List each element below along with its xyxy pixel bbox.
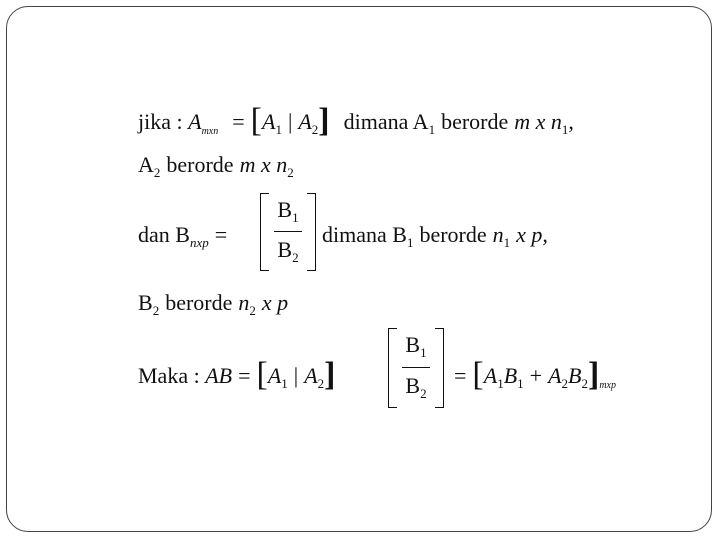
matrix-a2-label: A xyxy=(138,152,154,177)
partition-bar: | xyxy=(287,109,293,134)
right-bracket: ] xyxy=(324,356,336,393)
equation-line-3-right xyxy=(322,222,548,250)
matrix-a: A xyxy=(188,109,202,134)
matrix-a-order: mxn xyxy=(201,126,219,137)
partition-bar: | xyxy=(293,363,299,388)
matrix-a2: A xyxy=(548,363,562,388)
a1-subscript: 1 xyxy=(497,376,504,391)
maka-label: Maka : xyxy=(138,363,206,388)
a2-subscript: 2 xyxy=(317,376,325,391)
block-vector-b xyxy=(260,193,316,271)
matrix-a2: A xyxy=(298,109,312,134)
order-m-x-n: m x n xyxy=(239,152,288,177)
plus-sign: + xyxy=(529,363,543,388)
b1-subscript: 1 xyxy=(420,345,427,360)
block-divider xyxy=(274,231,302,232)
a1-subscript: 1 xyxy=(275,122,282,137)
equation-line-1 xyxy=(138,102,574,139)
matrix-a1: A xyxy=(267,363,282,388)
equals-sign: = xyxy=(238,363,251,388)
berorde-text: berorde xyxy=(166,152,234,177)
matrix-b1: B xyxy=(503,363,518,388)
order-n: n xyxy=(238,290,250,315)
a1-subscript: 1 xyxy=(281,376,288,391)
berorde-text: berorde xyxy=(441,109,509,134)
comma: , xyxy=(568,109,574,134)
n1-subscript: 1 xyxy=(503,235,511,250)
b1-letter: B xyxy=(277,197,293,222)
left-bracket: [ xyxy=(472,356,484,393)
order-n: n xyxy=(492,222,504,247)
b-order-subscript: nxp xyxy=(189,235,209,250)
equation-line-5-right xyxy=(454,356,616,393)
equation-line-4 xyxy=(138,290,289,318)
equals-sign: = xyxy=(454,363,467,388)
dimana-subscript: 1 xyxy=(428,122,436,137)
slide-frame xyxy=(6,6,712,532)
equation-line-5-left xyxy=(138,356,336,393)
product-ab: AB xyxy=(205,363,233,388)
equals-sign: = xyxy=(214,222,228,247)
order-x-p: x p xyxy=(261,290,289,315)
b1-subscript: 1 xyxy=(517,376,524,391)
left-bracket: [ xyxy=(256,356,268,393)
b1-entry xyxy=(388,332,444,358)
equals-sign: = xyxy=(232,109,245,134)
dimana-text: dimana A xyxy=(343,109,429,134)
matrix-a1: A xyxy=(483,363,498,388)
a2-subscript: 2 xyxy=(153,165,161,180)
b2-letter: B xyxy=(405,373,421,398)
jika-label: jika : xyxy=(138,109,189,134)
dimana-subscript: 1 xyxy=(406,235,414,250)
a2-subscript: 2 xyxy=(311,122,319,137)
b1-subscript: 1 xyxy=(292,210,299,225)
matrix-a1: A xyxy=(261,109,276,134)
order-m-x-n: m x n xyxy=(514,109,562,134)
b2-subscript: 2 xyxy=(152,303,160,318)
b2-letter: B xyxy=(277,237,293,262)
b2-subscript: 2 xyxy=(292,250,299,265)
matrix-b2: B xyxy=(568,363,582,388)
b2-subscript: 2 xyxy=(420,386,427,401)
result-order-subscript: mxp xyxy=(599,380,616,391)
equation-line-2 xyxy=(138,152,294,180)
b2-entry xyxy=(388,373,444,399)
equation-line-3-left xyxy=(138,222,228,250)
b1-entry xyxy=(260,197,316,223)
dan-b-label: dan B xyxy=(138,222,190,247)
order-x-p: x p, xyxy=(516,222,548,247)
n2-subscript: 2 xyxy=(249,303,256,318)
block-divider xyxy=(402,367,430,368)
b2-entry xyxy=(260,237,316,263)
block-vector-b-product xyxy=(388,328,444,408)
berorde-text: berorde xyxy=(165,290,233,315)
n1-subscript: 1 xyxy=(561,122,569,137)
dimana-text: dimana B xyxy=(322,222,407,247)
matrix-b2-label: B xyxy=(138,290,153,315)
left-bracket: [ xyxy=(250,102,262,139)
b2-subscript: 2 xyxy=(581,376,588,391)
matrix-a2: A xyxy=(304,363,318,388)
right-bracket: ] xyxy=(318,102,330,139)
a2-subscript: 2 xyxy=(561,376,569,391)
right-bracket: ] xyxy=(587,356,600,393)
n2-subscript: 2 xyxy=(287,165,294,180)
berorde-text: berorde xyxy=(419,222,487,247)
b1-letter: B xyxy=(405,332,421,357)
